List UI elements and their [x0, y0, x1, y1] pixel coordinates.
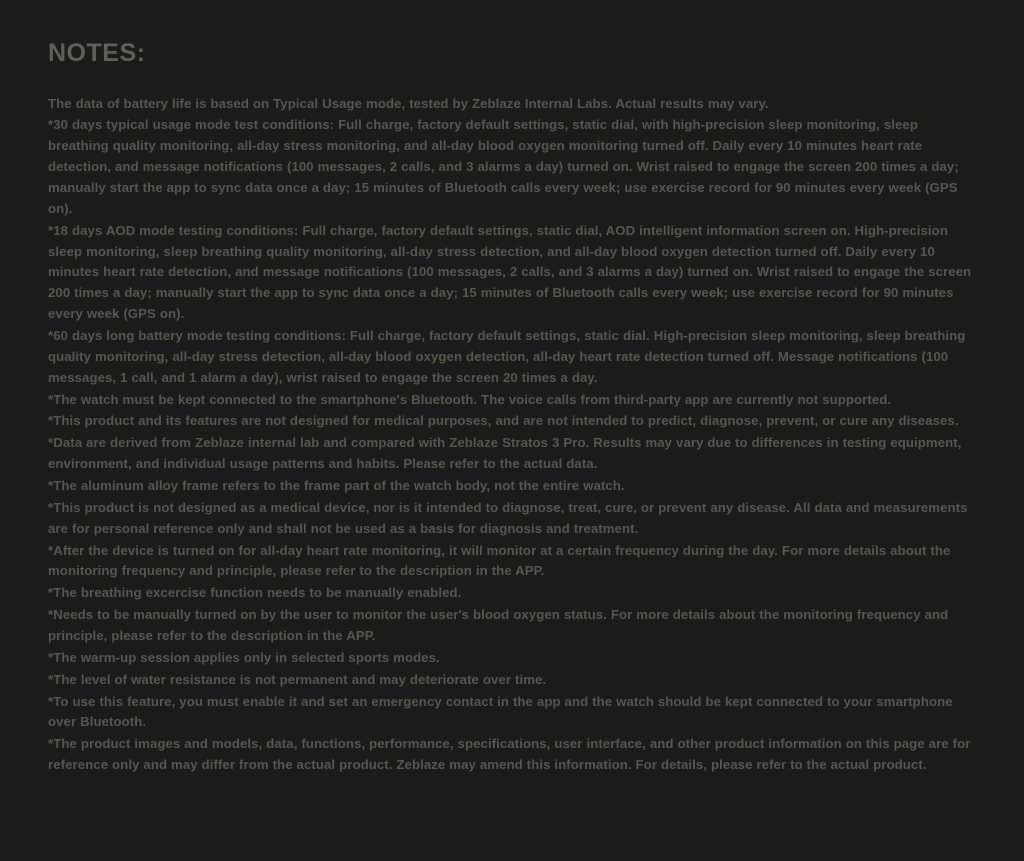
note-item: *Needs to be manually turned on by the user to monitor the user's blood oxygen status. For more details about the monitoring frequency and principle, please refer to the description in the APP. [48, 607, 949, 643]
note-item: *To use this feature, you must enable it and set an emergency contact in the app and the watch should be kept connected to your smartphone over Bluetooth. [48, 693, 953, 730]
note-item: The data of battery life is based on Typical Usage mode, tested by Zeblaze Internal Labs. Actual results may vary. [48, 95, 769, 111]
note-item: *After the device is turned on for all-day heart rate monitoring, it will monitor at a certain frequency during the day. For more details about the monitoring frequency and principle, please refer to the description in the APP. [48, 542, 951, 579]
note-item: *The product images and models, data, functions, performance, specifications, user interface, and other product information on this page are for reference only and may differ from the actual product. Zeblaze may amend this information. For details, please refer to the actual product. [48, 736, 971, 773]
note-item: *The breathing excercise function needs to be manually enabled. [48, 585, 462, 601]
note-item: *30 days typical usage mode test conditions: Full charge, factory default settings, static dial, with high-precision sleep monitoring, sleep breathing quality monitoring, all-day stress monitoring, and all-day blood oxygen monitoring turned off. Daily every 10 minutes heart rate detection, and message notifications (100 messages, 2 calls, and 3 alarms a day) turned on. Wrist raised to engage the screen 200 times a day; manually start the app to sync data once a day; 15 minutes of Bluetooth calls every week; use exercise record for 90 minutes every week (GPS on). [48, 117, 959, 216]
notes-list [48, 94, 976, 777]
note-item: *The level of water resistance is not permanent and may deteriorate over time. [48, 671, 547, 687]
note-item: *60 days long battery mode testing conditions: Full charge, factory default settings, static dial. High-precision sleep monitoring, sleep breathing quality monitoring, all-day stress detection, all-day blood oxygen detection, all-day heart rate detection turned off. Message notifications (100 messages, 1 call, and 1 alarm a day), wrist raised to engage the screen 20 times a day. [48, 327, 966, 385]
note-item: *The aluminum alloy frame refers to the frame part of the watch body, not the entire watch. [48, 477, 625, 493]
note-item: *Data are derived from Zeblaze internal lab and compared with Zeblaze Stratos 3 Pro. Results may vary due to differences in testing equipment, environment, and individual usage patterns and habits. Please refer to the actual data. [48, 435, 962, 472]
note-item: *18 days AOD mode testing conditions: Full charge, factory default settings, static dial, AOD intelligent information screen on. High-precision sleep monitoring, sleep breathing quality monitoring, all-day stress detection, and all-day blood oxygen detection turned off. Daily every 10 minutes heart rate detection, and message notifications (100 messages, 2 calls, and 3 alarms a day) turned on. Wrist raised to engage the screen 200 times a day; manually start the app to sync data once a day; 15 minutes of Bluetooth calls every week; use exercise record for 90 minutes every week (GPS on). [48, 222, 972, 322]
note-item: *This product and its features are not designed for medical purposes, and are not intended to predict, diagnose, prevent, or cure any diseases. [48, 413, 959, 429]
note-item: *This product is not designed as a medical device, nor is it intended to diagnose, treat, cure, or prevent any disease. All data and measurements are for personal reference only and shall not be used as a basis for diagnosis and treatment. [48, 499, 968, 536]
page-title: NOTES: [48, 39, 146, 67]
note-item: *The watch must be kept connected to the smartphone's Bluetooth. The voice calls from third-party app are currently not supported. [48, 391, 892, 407]
note-item: *The warm-up session applies only in selected sports modes. [48, 649, 440, 665]
